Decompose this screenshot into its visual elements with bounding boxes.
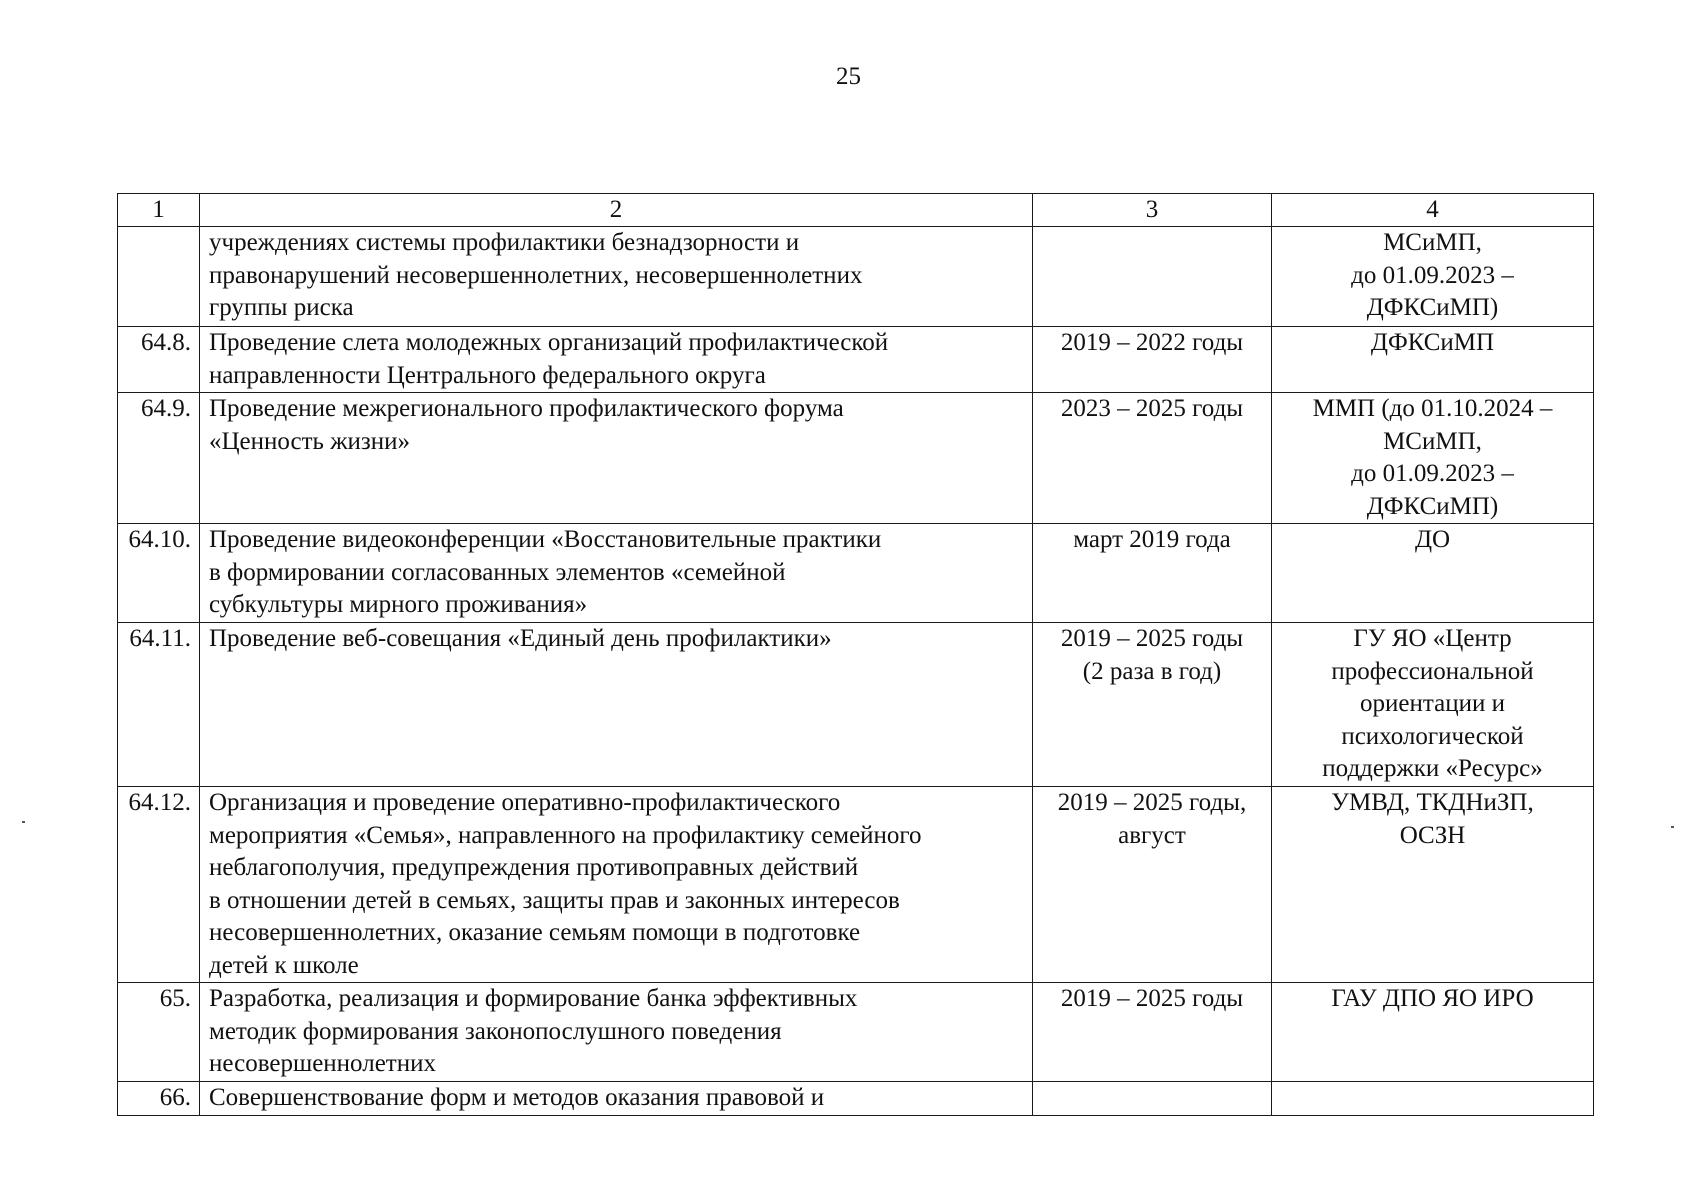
item-number-cell: 64.11.: [118, 623, 200, 787]
executor-cell: [1272, 524, 1594, 623]
activity-cell-line: Совершенствование форм и методов оказания правовой и: [209, 1084, 825, 1111]
activity-cell: [200, 327, 1033, 393]
column-header-3: 3: [1033, 194, 1272, 227]
activity-cell-line: Организация и проведение оперативно-профилактического: [209, 789, 841, 816]
column-header-2: 2: [200, 194, 1033, 227]
period-cell: [1033, 1082, 1272, 1116]
executor-cell: [1272, 623, 1594, 787]
activity-cell: [200, 1082, 1033, 1116]
executor-cell-line: МСиМП,: [1383, 229, 1482, 256]
activity-cell-line: правонарушений несовершеннолетних, несовершеннолетних: [209, 261, 863, 289]
period-cell: [1033, 623, 1272, 787]
period-cell-line: март 2019 года: [1073, 526, 1231, 553]
item-number-cell: 64.9.: [118, 393, 200, 524]
executor-cell-line: УМВД, ТКДНиЗП,: [1331, 789, 1534, 816]
table-row: [118, 393, 1594, 524]
table-row: [118, 227, 1594, 327]
period-cell-line: 2019 – 2025 годы: [1060, 985, 1244, 1012]
executor-cell-line: ГАУ ДПО ЯО ИРО: [1331, 985, 1534, 1012]
activity-cell-line: Разработка, реализация и формирование банка эффективных: [209, 985, 858, 1012]
activity-cell-line: детей к школе: [209, 951, 359, 979]
activity-cell-line: мероприятия «Семья», направленного на профилактику семейного: [209, 821, 922, 849]
table-row: [118, 787, 1594, 983]
table-row: [118, 327, 1594, 393]
period-cell: [1033, 983, 1272, 1082]
activity-cell-line: Проведение межрегионального профилактического форума: [209, 395, 844, 422]
activity-cell-line: Проведение веб-совещания «Единый день профилактики»: [209, 625, 832, 652]
period-cell: [1033, 787, 1272, 983]
activity-cell: [200, 227, 1033, 327]
activity-cell: [200, 524, 1033, 623]
column-header-4: 4: [1272, 194, 1594, 227]
activity-cell-line: в формировании согласованных элементов «семейной: [209, 558, 786, 586]
activity-cell-line: Проведение видеоконференции «Восстановительные практики: [209, 526, 882, 553]
activity-cell: [200, 393, 1033, 524]
table-row: [118, 524, 1594, 623]
scan-speck: [1671, 826, 1674, 828]
executor-cell: [1272, 983, 1594, 1082]
activity-cell-line: субкультуры мирного проживания»: [209, 591, 588, 618]
activity-cell-line: группы риска: [209, 294, 354, 321]
executor-cell-line: ориентации и: [1360, 690, 1505, 717]
executor-cell-line: ДФКСиМП): [1366, 294, 1499, 321]
executor-cell-line: психологической: [1341, 722, 1524, 750]
item-number-cell: 65.: [118, 983, 200, 1082]
period-cell: [1033, 524, 1272, 623]
activity-cell: [200, 623, 1033, 787]
period-cell-line: 2019 – 2025 годы,: [1057, 789, 1247, 816]
period-cell: [1033, 327, 1272, 393]
page-number: 25: [836, 63, 861, 90]
table-row: [118, 623, 1594, 787]
executor-cell: [1272, 1082, 1594, 1116]
activity-cell-line: учреждениях системы профилактики безнадзорности и: [209, 229, 800, 256]
item-number-cell: 66.: [118, 1082, 200, 1116]
item-number-cell: 64.12.: [118, 787, 200, 983]
executor-cell-line: поддержки «Ресурс»: [1322, 755, 1543, 782]
period-cell-line: (2 раза в год): [1082, 657, 1222, 685]
period-cell-line: 2023 – 2025 годы: [1060, 395, 1244, 422]
executor-cell-line: ДО: [1414, 526, 1451, 553]
executor-cell-line: до 01.09.2023 –: [1351, 261, 1514, 289]
period-cell-line: 2019 – 2025 годы: [1060, 625, 1244, 652]
executor-cell: [1272, 393, 1594, 524]
plan-table: [117, 193, 1594, 1116]
period-cell: [1033, 393, 1272, 524]
executor-cell-line: до 01.09.2023 –: [1351, 460, 1514, 487]
executor-cell: [1272, 787, 1594, 983]
executor-cell: [1272, 227, 1594, 327]
executor-cell-line: ДФКСиМП: [1370, 329, 1495, 356]
period-cell-line: август: [1118, 821, 1186, 849]
table-row: [118, 983, 1594, 1082]
period-cell-line: 2019 – 2022 годы: [1060, 329, 1244, 356]
item-number-cell: 64.10.: [118, 524, 200, 623]
activity-cell-line: в отношении детей в семьях, защиты прав и законных интересов: [209, 886, 900, 914]
executor-cell-line: ДФКСиМП): [1366, 492, 1499, 520]
table-header-row: [118, 194, 1594, 227]
executor-cell-line: ОСЗН: [1399, 821, 1466, 849]
scan-speck: [22, 821, 25, 823]
activity-cell-line: несовершеннолетних, оказание семьям помощи в подготовке: [209, 919, 861, 946]
executor-cell-line: профессиональной: [1331, 657, 1534, 685]
executor-cell: [1272, 327, 1594, 393]
activity-cell-line: «Ценность жизни»: [209, 427, 410, 455]
activity-cell-line: направленности Центрального федерального округа: [209, 361, 766, 389]
activity-cell-line: несовершеннолетних: [209, 1050, 436, 1077]
activity-cell-line: методик формирования законопослушного поведения: [209, 1017, 782, 1045]
executor-cell-line: ГУ ЯО «Центр: [1353, 625, 1512, 652]
activity-cell: [200, 787, 1033, 983]
item-number-cell: 64.8.: [118, 327, 200, 393]
activity-cell-line: неблагополучия, предупреждения противоправных действий: [209, 854, 859, 881]
executor-cell-line: ММП (до 01.10.2024 –: [1312, 395, 1553, 422]
activity-cell: [200, 983, 1033, 1082]
table-row: [118, 1082, 1594, 1116]
activity-cell-line: Проведение слета молодежных организаций профилактической: [209, 329, 889, 356]
item-number-cell: [118, 227, 200, 327]
period-cell: [1033, 227, 1272, 327]
column-header-1: 1: [118, 194, 200, 227]
executor-cell-line: МСиМП,: [1383, 427, 1482, 455]
